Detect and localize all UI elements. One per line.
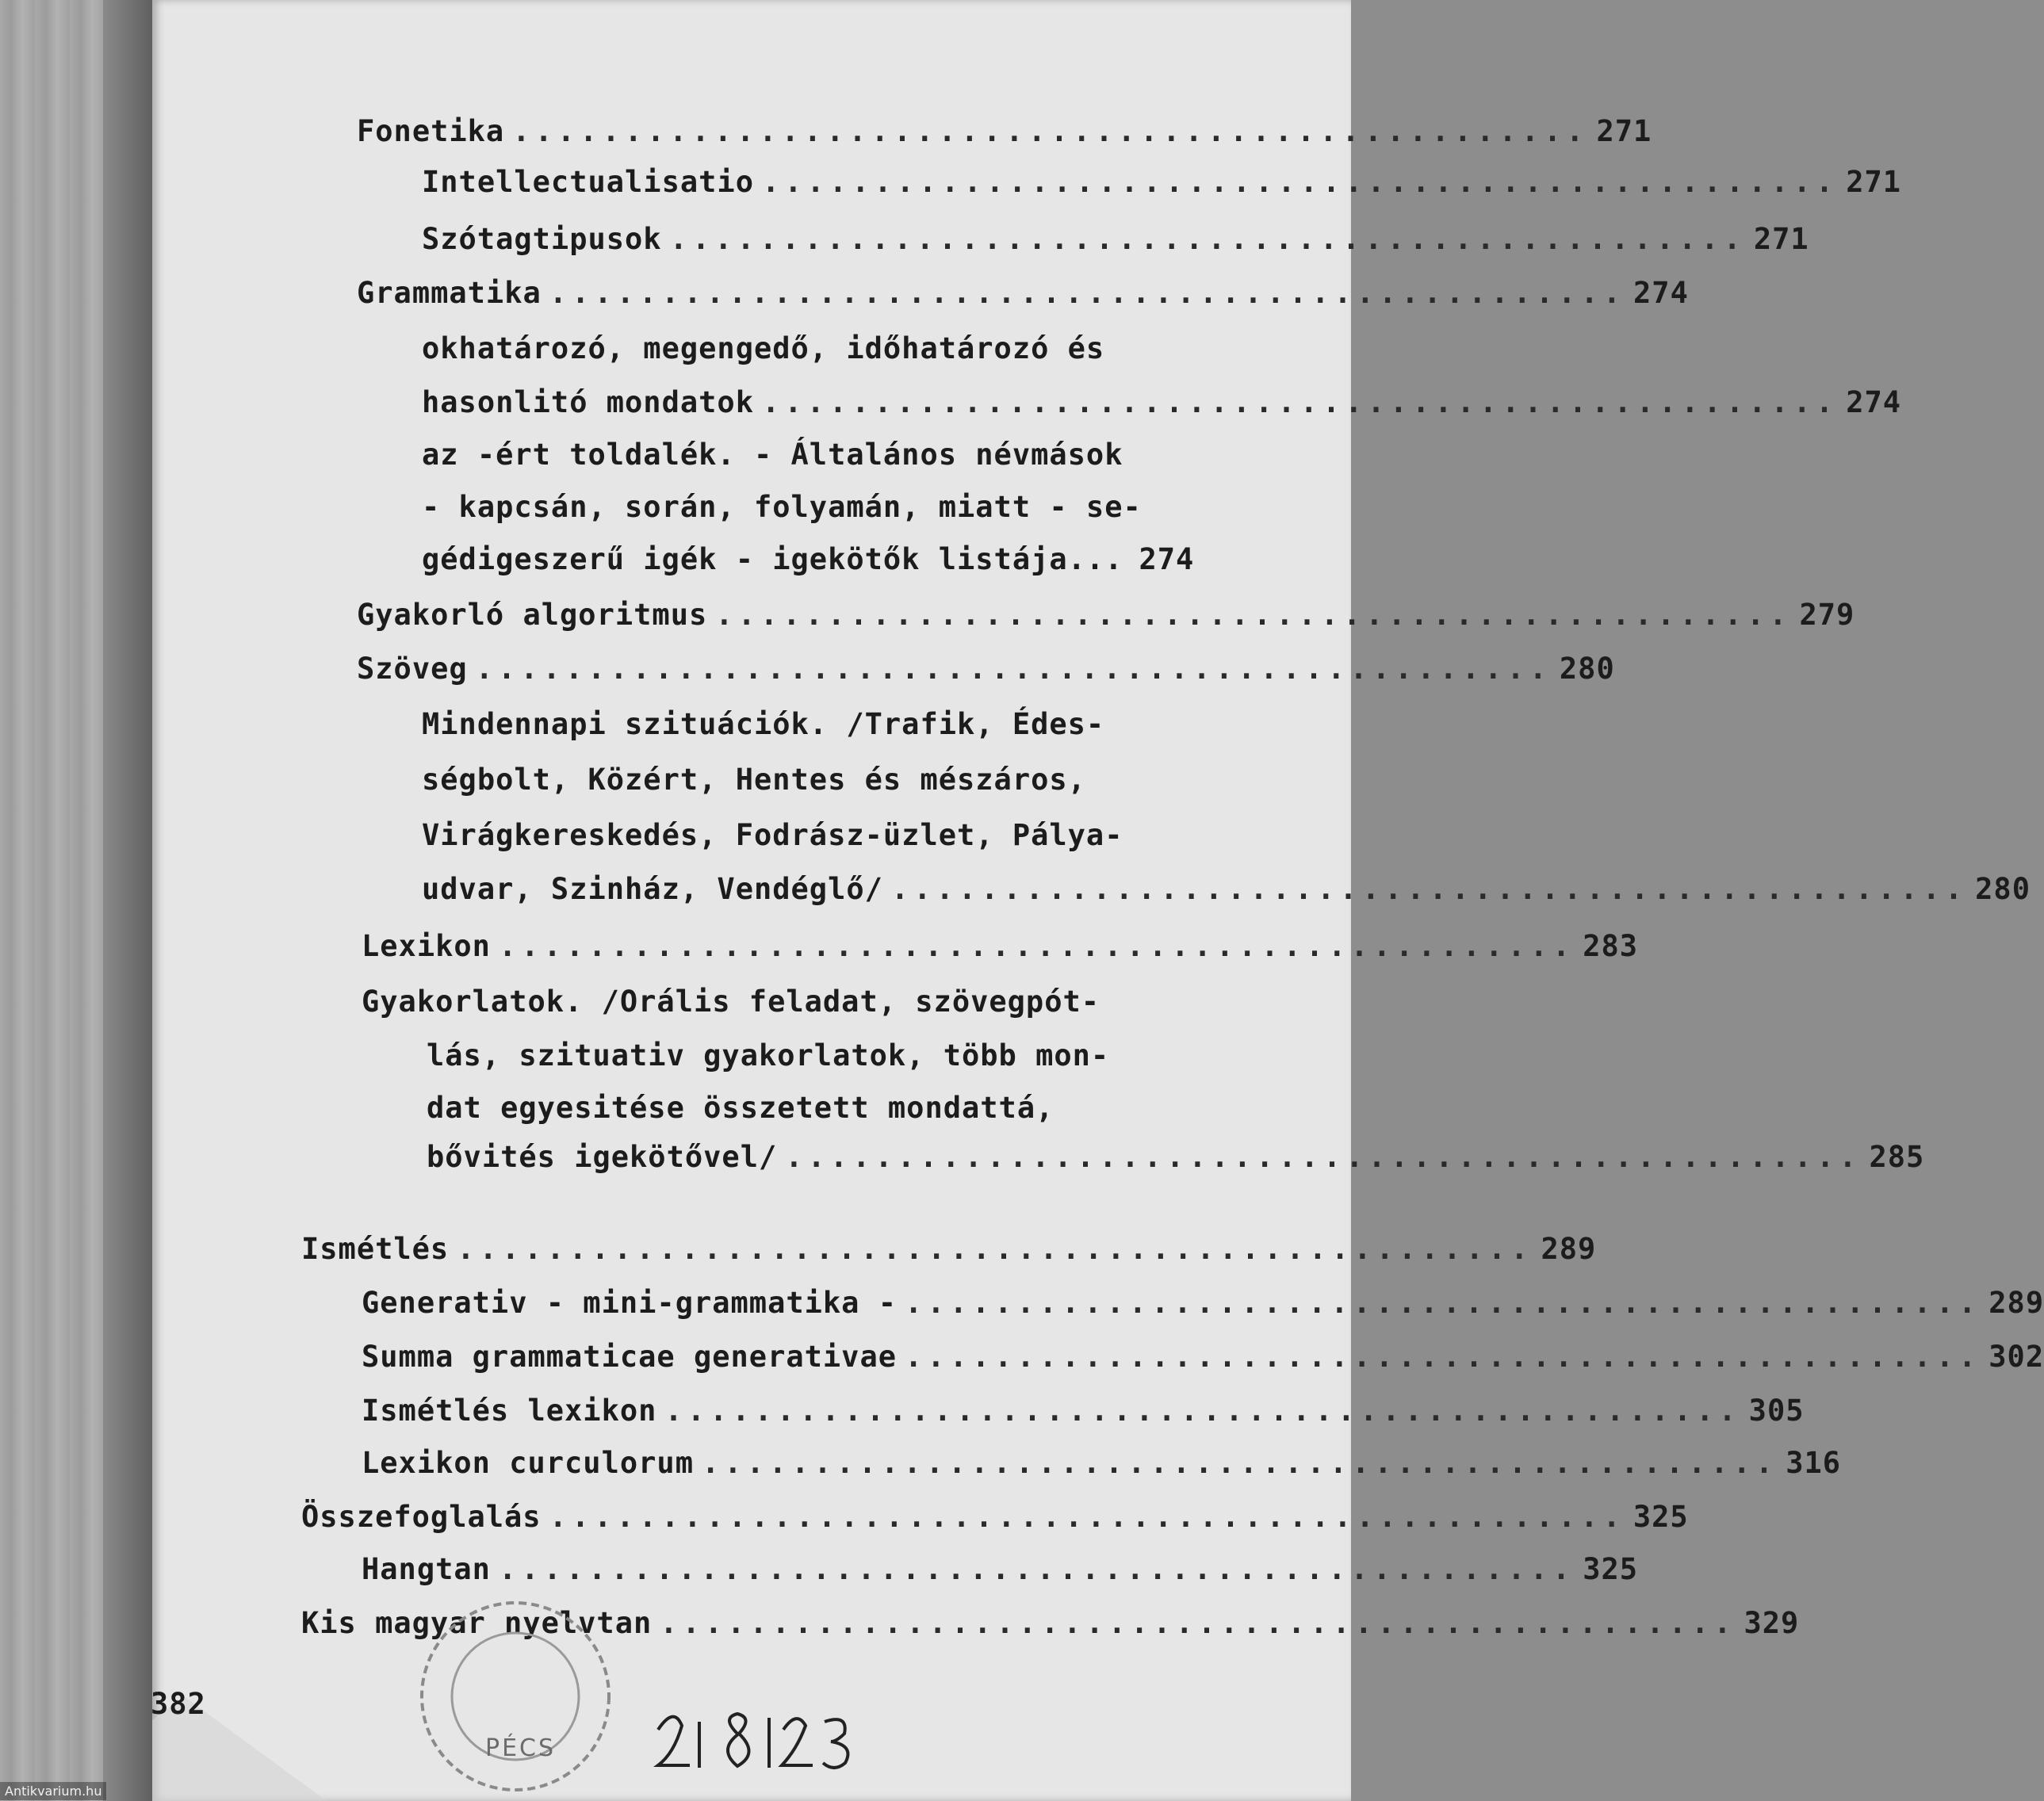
toc-entry: Ismétlés lexikon ................................................ 305	[362, 1394, 1805, 1428]
toc-entry: Summa grammaticae generativae ................................................ 302	[362, 1340, 2044, 1374]
toc-entry: - kapcsán, során, folyamán, miatt - se-	[422, 490, 1142, 524]
toc-entry: ségbolt, Közért, Hentes és mészáros,	[422, 763, 1086, 797]
toc-entry: Gyakorlatok. /Orális feladat, szövegpót-	[362, 985, 1100, 1019]
page-edge-shadow	[103, 0, 159, 1801]
toc-entry: az -ért toldalék. - Általános névmások	[422, 438, 1123, 472]
toc-entry: bővités igekötővel/ ................................................ 285	[427, 1140, 1925, 1174]
toc-entry: Összefoglalás ................................................ 325	[301, 1500, 1689, 1534]
toc-entry: Lexikon ................................................ 283	[362, 929, 1639, 963]
page-number: 382	[151, 1687, 206, 1721]
stamp-text: PÉCS	[485, 1734, 557, 1762]
toc-entry: udvar, Szinház, Vendéglő/ ................................................ 280	[422, 872, 2031, 906]
toc-entry: Mindennapi szituációk. /Trafik, Édes-	[422, 707, 1105, 741]
toc-entry: okhatározó, megengedő, időhatározó és	[422, 331, 1105, 365]
toc-entry: Szótagtipusok ................................................ 271	[422, 222, 1809, 256]
toc-entry: Grammatika ................................................ 274	[357, 276, 1689, 310]
toc-entry: Fonetika ................................................ 271	[357, 114, 1652, 148]
handwritten-number	[650, 1690, 888, 1785]
toc-entry: Ismétlés ................................................ 289	[301, 1232, 1597, 1266]
toc-entry: Intellectualisatio ................................................ 271	[422, 165, 1902, 199]
toc-entry: Szöveg ................................................ 280	[357, 652, 1615, 686]
toc-entry: Gyakorló algoritmus ................................................ 279	[357, 598, 1855, 632]
toc-entry: Lexikon curculorum ................................................ 316	[362, 1446, 1842, 1480]
toc-entry: Kis magyar nyelvtan ................................................ 329	[301, 1606, 1800, 1640]
table-of-contents	[152, 0, 2044, 1801]
toc-entry: dat egyesitése összetett mondattá,	[427, 1091, 1055, 1125]
book-page	[152, 0, 2044, 1801]
library-stamp	[404, 1593, 626, 1799]
toc-entry: Hangtan ................................................ 325	[362, 1552, 1639, 1586]
toc-entry: lás, szituativ gyakorlatok, több mon-	[427, 1038, 1110, 1073]
watermark: Antikvarium.hu	[0, 1782, 106, 1800]
toc-entry: hasonlitó mondatok ................................................ 274	[422, 385, 1902, 419]
toc-entry: gédigeszerű igék - igekötők listája... 274	[422, 542, 1195, 576]
toc-entry: Generativ - mini-grammatika - ................................................ 289	[362, 1286, 2044, 1320]
toc-entry: Virágkereskedés, Fodrász-üzlet, Pálya-	[422, 818, 1123, 852]
